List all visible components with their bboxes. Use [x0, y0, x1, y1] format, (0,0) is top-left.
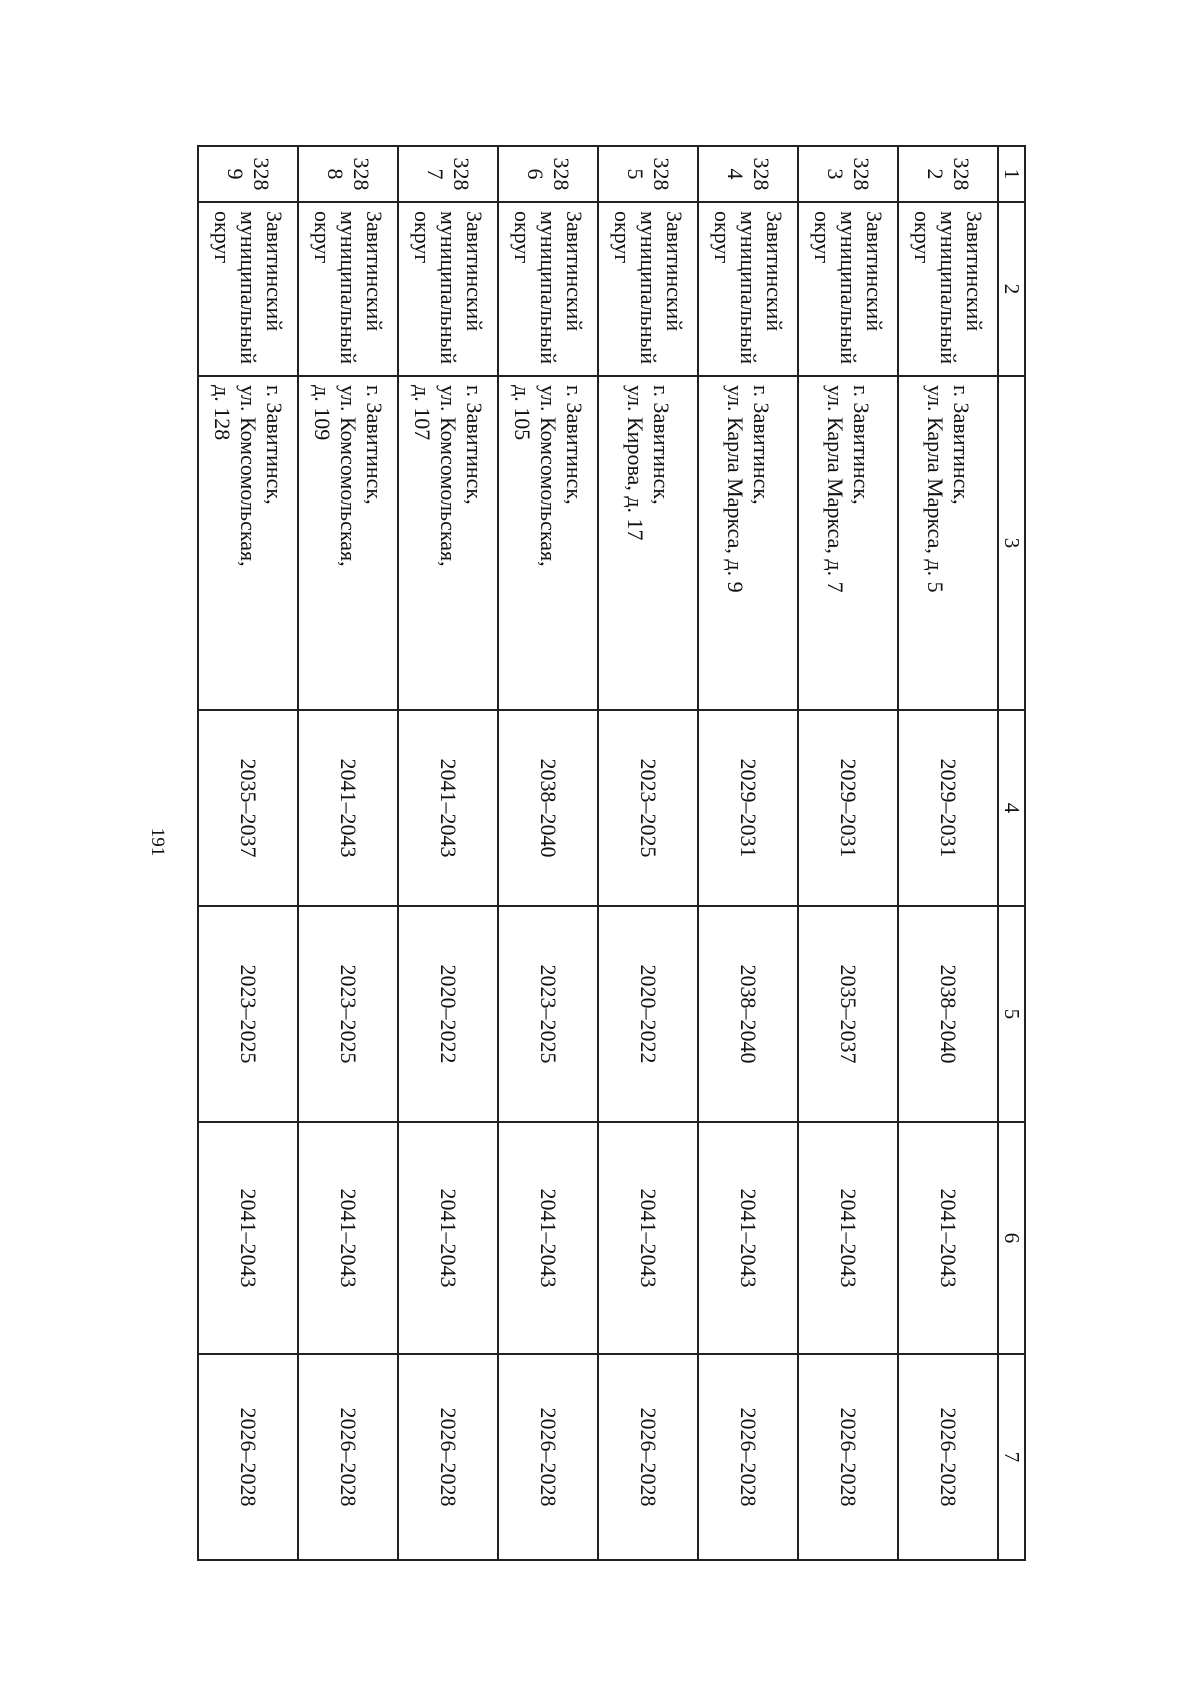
address-line: ул. Комсомольская,	[336, 385, 362, 567]
row-number-cell: 3287	[398, 146, 498, 202]
municipality-line: муниципальный	[436, 211, 462, 365]
address-line: г. Завитинск,	[649, 385, 675, 505]
period-cell-c5: 2023–2025	[198, 906, 298, 1122]
address-line: г. Завитинск,	[262, 385, 288, 505]
period-cell-c7: 2026–2028	[498, 1354, 598, 1560]
municipality-cell	[198, 202, 298, 376]
period-cell-c4: 2029–2031	[798, 710, 898, 906]
column-header: 6	[998, 1122, 1025, 1354]
period-cell-c5: 2023–2025	[498, 906, 598, 1122]
period-cell-c7: 2026–2028	[398, 1354, 498, 1560]
row-number-cell: 3289	[198, 146, 298, 202]
table-row	[698, 146, 798, 1560]
column-header: 4	[998, 710, 1025, 906]
rotated-table-container	[200, 145, 1026, 1559]
address-line: ул. Карла Маркса, д. 5	[923, 385, 949, 593]
period-cell-c6: 2041–2043	[898, 1122, 998, 1354]
period-cell-c5: 2038–2040	[698, 906, 798, 1122]
municipality-cell	[598, 202, 698, 376]
municipality-line: округ	[310, 211, 336, 264]
period-cell-c6: 2041–2043	[798, 1122, 898, 1354]
municipality-line: Завитинский	[662, 211, 688, 332]
column-header: 2	[998, 202, 1025, 376]
municipality-line: Завитинский	[862, 211, 888, 332]
address-cell	[298, 376, 398, 710]
municipality-cell	[498, 202, 598, 376]
municipality-line: Завитинский	[762, 211, 788, 332]
municipality-cell	[398, 202, 498, 376]
municipality-cell	[298, 202, 398, 376]
address-line: г. Завитинск,	[562, 385, 588, 505]
period-cell-c6: 2041–2043	[698, 1122, 798, 1354]
municipality-cell	[798, 202, 898, 376]
municipality-line: Завитинский	[262, 211, 288, 332]
address-line: г. Завитинск,	[749, 385, 775, 505]
address-line: г. Завитинск,	[362, 385, 388, 505]
municipality-line: Завитинский	[562, 211, 588, 332]
period-cell-c4: 2029–2031	[698, 710, 798, 906]
address-line: д. 105	[510, 385, 536, 441]
municipality-line: муниципальный	[836, 211, 862, 365]
municipality-line: муниципальный	[636, 211, 662, 365]
period-cell-c6: 2041–2043	[398, 1122, 498, 1354]
period-cell-c4: 2023–2025	[598, 710, 698, 906]
period-cell-c5: 2035–2037	[798, 906, 898, 1122]
period-cell-c4: 2038–2040	[498, 710, 598, 906]
period-cell-c6: 2041–2043	[598, 1122, 698, 1354]
address-cell	[698, 376, 798, 710]
period-cell-c4: 2029–2031	[898, 710, 998, 906]
municipality-line: Завитинский	[362, 211, 388, 332]
schedule-table	[197, 145, 1026, 1561]
municipality-line: муниципальный	[536, 211, 562, 365]
column-header: 1	[998, 146, 1025, 202]
table-row	[598, 146, 698, 1560]
table-row	[298, 146, 398, 1560]
municipality-line: округ	[910, 211, 936, 264]
period-cell-c5: 2038–2040	[898, 906, 998, 1122]
period-cell-c7: 2026–2028	[798, 1354, 898, 1560]
address-cell	[598, 376, 698, 710]
address-line: ул. Кирова, д. 17	[623, 385, 649, 541]
address-cell	[198, 376, 298, 710]
municipality-line: муниципальный	[336, 211, 362, 365]
table-body	[198, 146, 1025, 1560]
address-cell	[398, 376, 498, 710]
period-cell-c6: 2041–2043	[298, 1122, 398, 1354]
municipality-line: округ	[710, 211, 736, 264]
period-cell-c4: 2035–2037	[198, 710, 298, 906]
row-number-cell: 3285	[598, 146, 698, 202]
municipality-line: муниципальный	[936, 211, 962, 365]
row-number-cell: 3284	[698, 146, 798, 202]
address-line: д. 128	[210, 385, 236, 441]
period-cell-c4: 2041–2043	[298, 710, 398, 906]
address-cell	[498, 376, 598, 710]
table-row	[198, 146, 298, 1560]
column-header: 5	[998, 906, 1025, 1122]
table-row	[798, 146, 898, 1560]
period-cell-c5: 2020–2022	[398, 906, 498, 1122]
municipality-line: муниципальный	[736, 211, 762, 365]
address-line: ул. Комсомольская,	[536, 385, 562, 567]
municipality-line: муниципальный	[236, 211, 262, 365]
table-row	[898, 146, 998, 1560]
address-line: д. 109	[310, 385, 336, 441]
address-line: г. Завитинск,	[949, 385, 975, 505]
municipality-cell	[698, 202, 798, 376]
address-line: д. 107	[410, 385, 436, 441]
address-cell	[798, 376, 898, 710]
row-number-cell: 3282	[898, 146, 998, 202]
municipality-line: округ	[610, 211, 636, 264]
address-line: ул. Комсомольская,	[436, 385, 462, 567]
row-number-cell: 3286	[498, 146, 598, 202]
municipality-line: Завитинский	[962, 211, 988, 332]
address-cell	[898, 376, 998, 710]
municipality-line: округ	[810, 211, 836, 264]
period-cell-c7: 2026–2028	[198, 1354, 298, 1560]
row-number-cell: 3283	[798, 146, 898, 202]
table-row	[498, 146, 598, 1560]
row-number-cell: 3288	[298, 146, 398, 202]
period-cell-c6: 2041–2043	[498, 1122, 598, 1354]
municipality-line: округ	[410, 211, 436, 264]
address-line: г. Завитинск,	[849, 385, 875, 505]
period-cell-c7: 2026–2028	[598, 1354, 698, 1560]
column-header: 7	[998, 1354, 1025, 1560]
municipality-line: округ	[510, 211, 536, 264]
municipality-line: Завитинский	[462, 211, 488, 332]
column-header: 3	[998, 376, 1025, 710]
period-cell-c6: 2041–2043	[198, 1122, 298, 1354]
period-cell-c5: 2023–2025	[298, 906, 398, 1122]
address-line: ул. Карла Маркса, д. 9	[723, 385, 749, 593]
period-cell-c7: 2026–2028	[698, 1354, 798, 1560]
period-cell-c4: 2041–2043	[398, 710, 498, 906]
page-number: 191	[147, 827, 168, 857]
period-cell-c7: 2026–2028	[298, 1354, 398, 1560]
address-line: ул. Комсомольская,	[236, 385, 262, 567]
period-cell-c7: 2026–2028	[898, 1354, 998, 1560]
municipality-line: округ	[210, 211, 236, 264]
municipality-cell	[898, 202, 998, 376]
address-line: ул. Карла Маркса, д. 7	[823, 385, 849, 593]
table-row	[398, 146, 498, 1560]
period-cell-c5: 2020–2022	[598, 906, 698, 1122]
address-line: г. Завитинск,	[462, 385, 488, 505]
header-row	[998, 146, 1025, 1560]
